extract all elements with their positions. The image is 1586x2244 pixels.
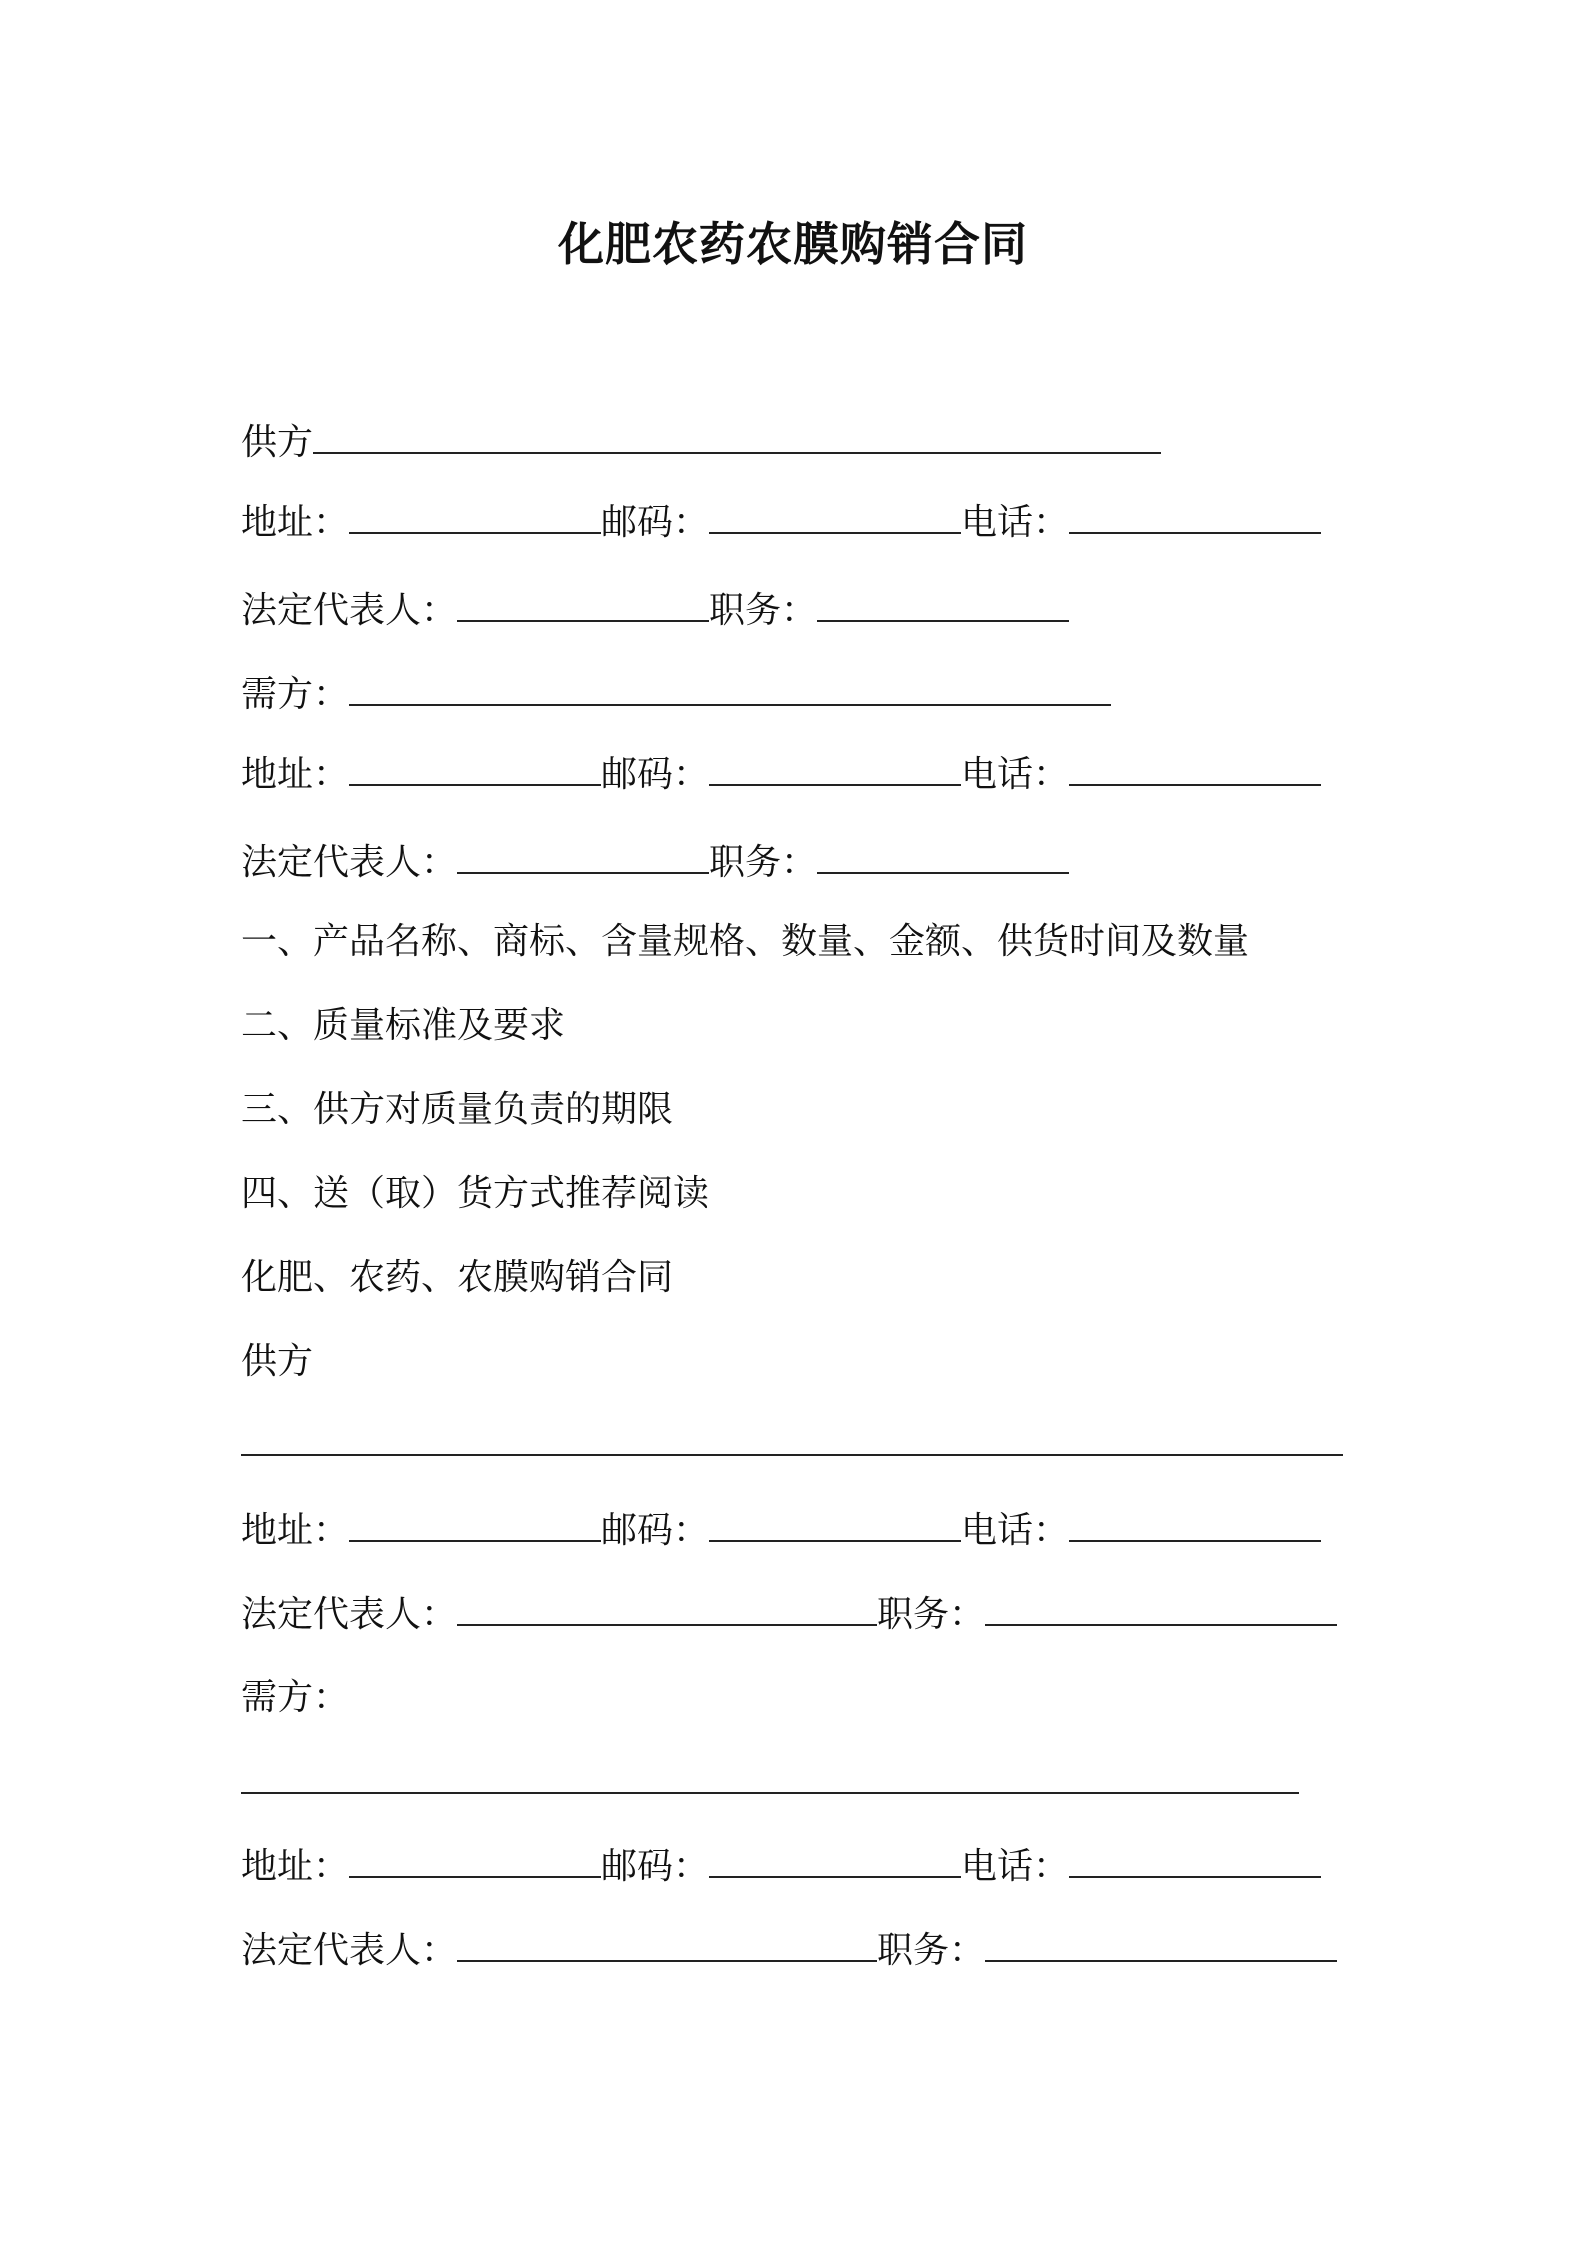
position-blank (985, 1590, 1337, 1626)
second-buyer-blank-line (241, 1758, 1299, 1807)
buyer-rep-line (241, 838, 1069, 887)
phone-label: 电话： (961, 502, 1070, 543)
postcode-blank (709, 1506, 961, 1542)
address-label: 地址： (241, 1510, 350, 1551)
supplier-label: 供方 (241, 422, 314, 463)
buyer-blank (349, 670, 1111, 706)
supplier-contact-line (241, 498, 1321, 547)
legal-rep-blank (457, 1590, 877, 1626)
second-supplier-contact-line (241, 1506, 1321, 1555)
position-label: 职务： (877, 1930, 986, 1971)
address-blank (349, 498, 601, 534)
position-blank (985, 1926, 1337, 1962)
phone-blank (1069, 498, 1321, 534)
buyer-label: 需方： (241, 674, 350, 715)
buyer-contact-line (241, 750, 1321, 799)
document-title: 化肥农药农膜购销合同 (558, 217, 1028, 271)
legal-rep-label: 法定代表人： (241, 842, 458, 883)
postcode-blank (709, 498, 961, 534)
position-blank (817, 838, 1069, 874)
legal-rep-label: 法定代表人： (241, 1930, 458, 1971)
legal-rep-blank (457, 586, 709, 622)
supplier-line (241, 418, 1161, 467)
postcode-blank (709, 750, 961, 786)
phone-blank (1069, 750, 1321, 786)
postcode-label: 邮码： (601, 754, 710, 795)
phone-blank (1069, 1506, 1321, 1542)
second-supplier-label: 供方 (241, 1341, 314, 1382)
second-supplier-rep-line (241, 1590, 1337, 1639)
legal-rep-label: 法定代表人： (241, 1594, 458, 1635)
legal-rep-blank (457, 1926, 877, 1962)
postcode-label: 邮码： (601, 502, 710, 543)
second-buyer-contact-line (241, 1842, 1321, 1891)
phone-label: 电话： (961, 754, 1070, 795)
position-blank (817, 586, 1069, 622)
postcode-blank (709, 1842, 961, 1878)
legal-rep-blank (457, 838, 709, 874)
buyer-line (241, 670, 1111, 719)
second-heading: 化肥、农药、农膜购销合同 (241, 1257, 674, 1298)
supplier-rep-line (241, 586, 1069, 635)
postcode-label: 邮码： (601, 1510, 710, 1551)
address-label: 地址： (241, 754, 350, 795)
phone-label: 电话： (961, 1510, 1070, 1551)
position-label: 职务： (877, 1594, 986, 1635)
second-supplier-blank (241, 1420, 1343, 1456)
supplier-blank (313, 418, 1161, 454)
address-label: 地址： (241, 502, 350, 543)
section-1: 一、产品名称、商标、含量规格、数量、金额、供货时间及数量 (241, 921, 1250, 962)
postcode-label: 邮码： (601, 1846, 710, 1887)
address-blank (349, 1506, 601, 1542)
second-supplier-blank-line (241, 1420, 1343, 1469)
second-buyer-rep-line (241, 1926, 1337, 1975)
address-blank (349, 750, 601, 786)
second-buyer-blank (241, 1758, 1299, 1794)
section-4: 四、送（取）货方式推荐阅读 (241, 1173, 710, 1214)
position-label: 职务： (709, 842, 818, 883)
address-blank (349, 1842, 601, 1878)
phone-label: 电话： (961, 1846, 1070, 1887)
position-label: 职务： (709, 590, 818, 631)
legal-rep-label: 法定代表人： (241, 590, 458, 631)
phone-blank (1069, 1842, 1321, 1878)
address-label: 地址： (241, 1846, 350, 1887)
section-2: 二、质量标准及要求 (241, 1005, 566, 1046)
second-buyer-label: 需方： (241, 1677, 350, 1718)
section-3: 三、供方对质量负责的期限 (241, 1089, 674, 1130)
